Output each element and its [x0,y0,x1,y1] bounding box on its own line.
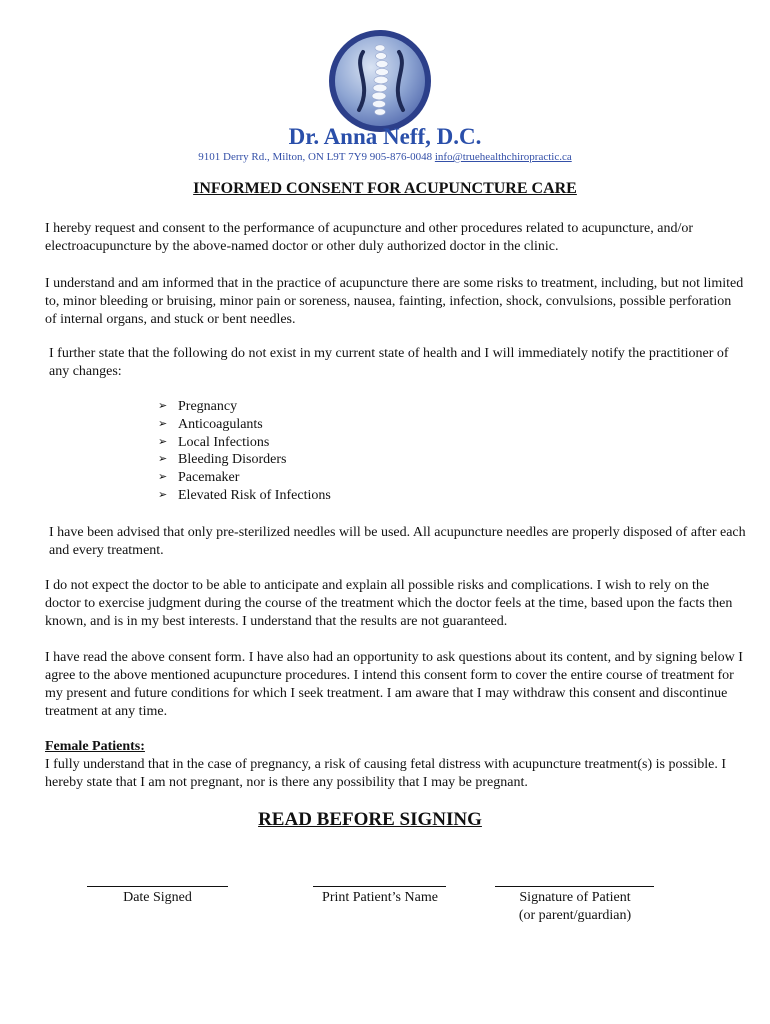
print-name-label: Print Patient’s Name [322,890,438,905]
page-title: INFORMED CONSENT FOR ACUPUNCTURE CARE [193,180,577,197]
date-signed-label: Date Signed [123,890,192,905]
condition-label: Local Infections [178,434,270,450]
list-item [158,416,331,434]
spine-logo-icon [327,28,433,134]
condition-label: Elevated Risk of Infections [178,487,331,503]
arrowhead-bullet-icon: ➢ [158,453,168,466]
clinic-address: 9101 Derry Rd., Milton, ON L9T 7Y9 905-876-0048 [198,151,433,163]
contact-line [0,151,770,163]
print-name-line[interactable] [313,886,446,887]
needles-paragraph: I have been advised that only pre-sterilized needles will be used. All acupuncture needles are properly disposed of after each and every treatment. [49,525,746,558]
arrowhead-bullet-icon: ➢ [158,488,168,501]
date-signature-line[interactable] [87,886,228,887]
health-statement-paragraph: I further state that the following do not exist in my current state of health and I will immediately notify the practitioner of any changes: [49,346,729,379]
female-patients-heading: Female Patients: [45,739,145,754]
signature-label-line1: Signature of Patient [519,890,631,905]
condition-label: Pregnancy [178,399,238,414]
signature-label-line2: (or parent/guardian) [518,908,632,923]
condition-label: Bleeding Disorders [178,452,287,468]
read-before-signing-heading: READ BEFORE SIGNING [258,809,482,830]
expectations-paragraph: I do not expect the doctor to be able to anticipate and explain all possible risks and complications. I wish to rely on the doctor to exercise judgment during the course of the treatment which the doctor feels at the time, based upon the facts then known, and is in my best interests. I understand that the results are not guaranteed. [45,578,733,629]
arrowhead-bullet-icon: ➢ [158,400,168,412]
list-item [158,398,331,416]
list-item [158,487,331,505]
list-item [158,451,331,469]
condition-label: Pacemaker [178,470,240,486]
arrowhead-bullet-icon: ➢ [158,471,168,484]
arrowhead-bullet-icon: ➢ [158,435,168,448]
email-link[interactable]: info@truehealthchiropractic.ca [434,151,572,163]
agreement-paragraph: I have read the above consent form. I have also had an opportunity to ask questions about its content, and by signing below I agree to the above mentioned acupuncture procedures. I intend this consent form to cover the entire course of treatment for my present and future conditions for which I seek treatment. I am aware that I may withdraw this consent and discontinue treatment at any time. [45,650,743,719]
condition-label: Anticoagulants [178,416,263,432]
female-patients-text: I fully understand that in the case of pregnancy, a risk of causing fetal distress with acupuncture treatment(s) is possible. I hereby state that I am not pregnant, nor is there any possibility that I may be pregnant. [45,757,726,790]
patient-signature-label [485,889,665,925]
female-patients-section [45,738,745,792]
list-item [158,469,331,487]
consent-paragraph-1: I hereby request and consent to the performance of acupuncture and other procedures related to acupuncture, and/or electroacupuncture by the above-named doctor or other duly authorized doctor in the clinic. [45,221,693,254]
risks-paragraph: I understand and am informed that in the practice of acupuncture there are some risks to treatment, including, but not limited to, minor bleeding or bruising, minor pain or soreness, nausea, fainting, infection, shock, convulsions, possible perforation of internal organs, and stuck or bent needles. [45,276,744,327]
doctor-name: Dr. Anna Neff, D.C. [288,124,482,149]
arrowhead-bullet-icon: ➢ [158,417,168,430]
list-item [158,434,331,452]
conditions-list [158,398,331,505]
patient-signature-line[interactable] [495,886,654,887]
